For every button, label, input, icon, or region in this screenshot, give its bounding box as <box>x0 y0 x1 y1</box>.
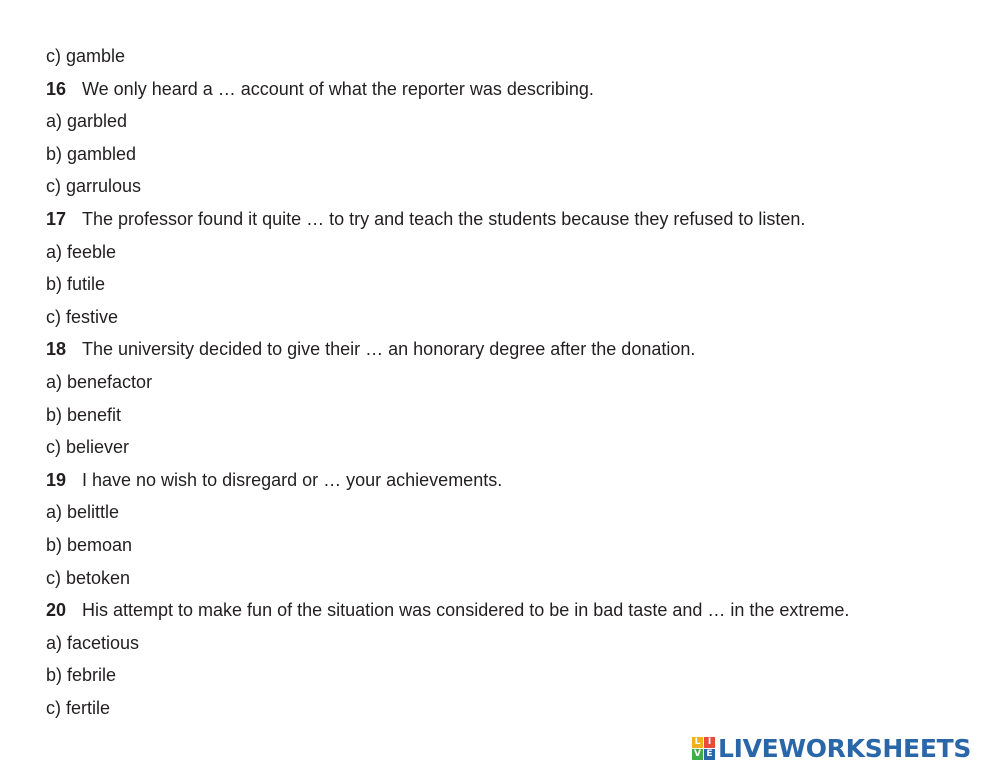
answer-option: c) believer <box>46 437 130 458</box>
answer-option: a) belittle <box>46 502 120 523</box>
question-line <box>46 598 976 631</box>
worksheet-content <box>46 44 976 728</box>
answer-option: b) gambled <box>46 143 137 164</box>
answer-option: b) bemoan <box>46 534 133 555</box>
answer-option: c) gamble <box>46 46 126 66</box>
question-number: 18 <box>46 339 67 360</box>
question-text: I have no wish to disregard or … your achievements. <box>82 469 503 490</box>
answer-option: c) garrulous <box>46 176 142 197</box>
answer-option: a) benefactor <box>46 371 153 392</box>
question-line <box>46 468 976 501</box>
question-number: 16 <box>46 78 67 99</box>
liveworksheets-logo[interactable] <box>692 733 971 763</box>
answer-option: c) betoken <box>46 567 131 588</box>
question-number: 19 <box>46 469 67 490</box>
answer-option: a) facetious <box>46 632 140 653</box>
question-text: The professor found it quite … to try and teach the students because they refused to listen. <box>82 208 806 229</box>
answer-option: b) febrile <box>46 665 117 686</box>
answer-option: b) benefit <box>46 404 122 425</box>
question-text: We only heard a … account of what the reporter was describing. <box>82 78 594 99</box>
question-line <box>46 207 976 240</box>
answer-option: c) fertile <box>46 697 111 718</box>
question-line <box>46 77 976 110</box>
answer-option: a) garbled <box>46 111 128 132</box>
question-text: The university decided to give their … an honorary degree after the donation. <box>82 339 696 360</box>
question-text: His attempt to make fun of the situation was considered to be in bad taste and … in the extreme. <box>82 600 850 621</box>
logo-wordmark: LIVEWORKSHEETS <box>718 733 972 763</box>
question-line <box>46 337 976 370</box>
answer-option: a) feeble <box>46 241 117 262</box>
answer-option: c) festive <box>46 306 119 327</box>
question-number: 20 <box>46 600 67 621</box>
answer-option: b) futile <box>46 274 106 295</box>
logo-icon: L I V E <box>692 737 715 760</box>
question-number: 17 <box>46 208 67 229</box>
